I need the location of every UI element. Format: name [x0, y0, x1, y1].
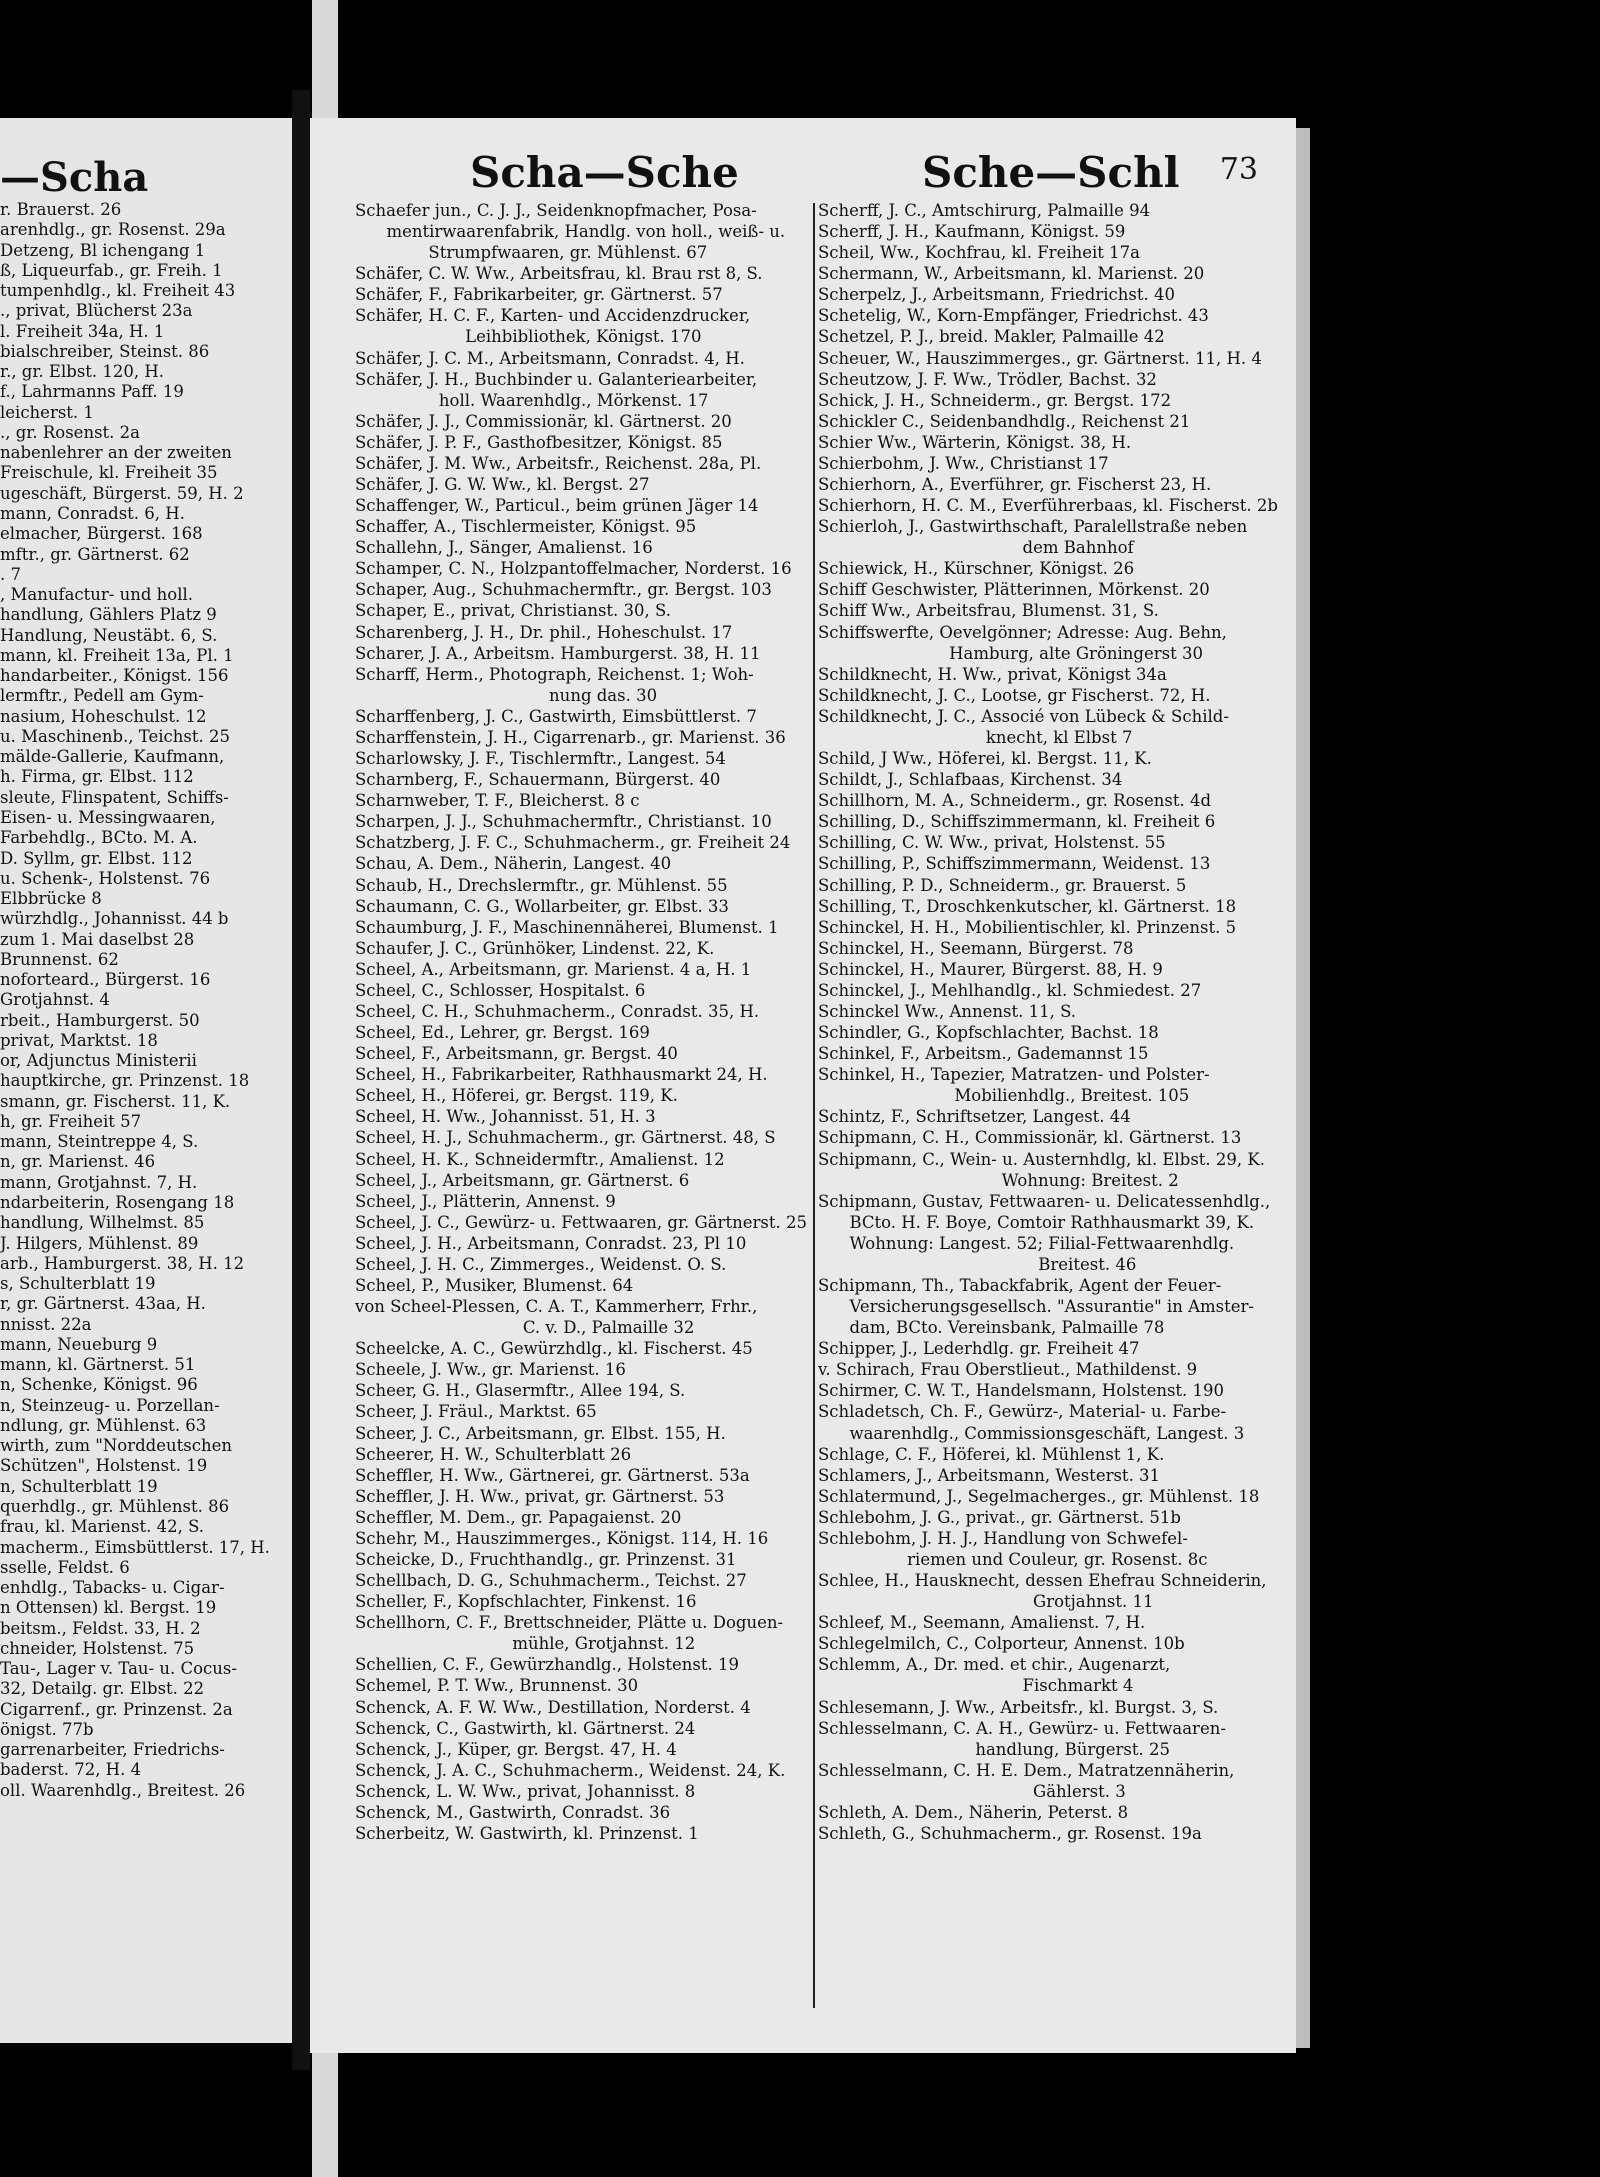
directory-entry: Scheffler, H. Ww., Gärtnerei, gr. Gärtnerst. 53a: [355, 1465, 750, 1485]
directory-entry: Schinckel, H., Maurer, Bürgerst. 88, H. 9: [818, 959, 1163, 979]
directory-entry: Wohnung: Langest. 52; Filial-Fettwaarenhdlg.: [818, 1233, 1235, 1253]
directory-entry: Scheele, J. Ww., gr. Marienst. 16: [355, 1360, 626, 1380]
directory-entry: Schintz, F., Schriftsetzer, Langest. 44: [818, 1107, 1131, 1127]
directory-entry: Schlesselmann, C. A. H., Gewürz- u. Fettwaaren-: [818, 1718, 1226, 1738]
left-fragment-line: mann, Conradst. 6, H.: [0, 503, 185, 523]
left-fragment-line: elmacher, Bürgerst. 168: [0, 524, 203, 544]
directory-entry: Schäfer, F., Fabrikarbeiter, gr. Gärtnerst. 57: [355, 285, 723, 305]
page-number: 73: [1219, 152, 1258, 187]
left-fragment-line: mann, Grotjahnst. 7, H.: [0, 1172, 198, 1192]
directory-entry: Schleth, A. Dem., Näherin, Peterst. 8: [818, 1802, 1129, 1822]
directory-entry: Scheel, H., Höferei, gr. Bergst. 119, K.: [355, 1086, 678, 1106]
directory-entry: Scheel, H., Fabrikarbeiter, Rathhausmarkt 24, H.: [355, 1065, 768, 1085]
left-fragment-line: . 7: [0, 564, 21, 584]
directory-entry: Strumpfwaaren, gr. Mühlenst. 67: [355, 243, 708, 263]
directory-entry: Scharpen, J. J., Schuhmachermftr., Christianst. 10: [355, 812, 772, 832]
directory-entry: Scheel, H. K., Schneidermftr., Amalienst. 12: [355, 1149, 725, 1169]
directory-entry: Schipper, J., Lederhdlg. gr. Freiheit 47: [818, 1339, 1140, 1359]
directory-entry: Schamper, C. N., Holzpantoffelmacher, Norderst. 16: [355, 559, 792, 579]
directory-entry: Schäfer, J. C. M., Arbeitsmann, Conradst. 4, H.: [355, 348, 745, 368]
directory-entry: Hamburg, alte Gröningerst 30: [818, 643, 1203, 663]
directory-entry: Scheel, H. J., Schuhmacherm., gr. Gärtnerst. 48, S: [355, 1128, 776, 1148]
left-fragment-line: 32, Detailg. gr. Elbst. 22: [0, 1679, 205, 1699]
directory-entry: Scheer, J. Fräul., Marktst. 65: [355, 1402, 597, 1422]
directory-column-right: [818, 200, 1278, 1844]
directory-entry: Schierhorn, A., Everführer, gr. Fischerst 23, H.: [818, 475, 1212, 495]
directory-entry: mühle, Grotjahnst. 12: [355, 1634, 696, 1654]
directory-entry: Scheel, J., Arbeitsmann, gr. Gärtnerst. 6: [355, 1170, 690, 1190]
left-fragment-line: r., gr. Elbst. 120, H.: [0, 362, 165, 382]
left-fragment-line: n, gr. Marienst. 46: [0, 1152, 156, 1172]
directory-entry: Schaper, Aug., Schuhmachermftr., gr. Bergst. 103: [355, 580, 772, 600]
directory-entry: Schellbach, D. G., Schuhmacherm., Teichst. 27: [355, 1571, 747, 1591]
directory-entry: Scheffler, J. H. Ww., privat, gr. Gärtnerst. 53: [355, 1486, 725, 1506]
header-right-range: Sche—Schl: [922, 148, 1180, 197]
directory-entry: Schetzel, P. J., breid. Makler, Palmaille 42: [818, 327, 1165, 347]
directory-entry: dem Bahnhof: [818, 538, 1134, 558]
left-fragment-line: ., privat, Blücherst 23a: [0, 301, 193, 321]
left-fragment-line: nabenlehrer an der zweiten: [0, 443, 232, 463]
left-fragment-line: Grotjahnst. 4: [0, 990, 110, 1010]
directory-entry: Schierloh, J., Gastwirthschaft, Paralellstraße neben: [818, 517, 1248, 537]
directory-entry: Scherff, J. C., Amtschirurg, Palmaille 94: [818, 201, 1151, 220]
directory-entry: Schinckel, J., Mehlhandlg., kl. Schmiedest. 27: [818, 980, 1202, 1000]
directory-entry: knecht, kl Elbst 7: [818, 727, 1133, 747]
directory-entry: Wohnung: Breitest. 2: [818, 1170, 1179, 1190]
directory-entry: Schlee, H., Hausknecht, dessen Ehefrau Schneiderin,: [818, 1571, 1267, 1591]
binding-tape-top: [312, 0, 338, 120]
left-fragment-line: chneider, Holstenst. 75: [0, 1638, 195, 1658]
left-fragment-line: würzhdlg., Johannisst. 44 b: [0, 909, 229, 929]
directory-entry: Schildt, J., Schlafbaas, Kirchenst. 34: [818, 770, 1123, 790]
directory-entry: Scharffenstein, J. H., Cigarrenarb., gr. Marienst. 36: [355, 727, 786, 747]
directory-entry: Schäfer, J. G. W. Ww., kl. Bergst. 27: [355, 475, 650, 495]
left-fragment-line: ugeschäft, Bürgerst. 59, H. 2: [0, 483, 244, 503]
left-fragment-line: mann, kl. Freiheit 13a, Pl. 1: [0, 645, 234, 665]
directory-entry: Schlesselmann, C. H. E. Dem., Matratzennäherin,: [818, 1760, 1235, 1780]
left-fragment-line: mann, kl. Gärtnerst. 51: [0, 1355, 196, 1375]
directory-entry: Schildknecht, J. C., Associé von Lübeck & Schild-: [818, 706, 1229, 726]
left-fragment-line: ß, Liqueurfab., gr. Freih. 1: [0, 260, 223, 280]
directory-entry: Scheerer, H. W., Schulterblatt 26: [355, 1444, 632, 1464]
directory-entry: Schlemm, A., Dr. med. et chir., Augenarzt,: [818, 1655, 1171, 1675]
left-fragment-line: mälde-Gallerie, Kaufmann,: [0, 747, 225, 767]
header-left-range: Scha—Sche: [470, 148, 739, 197]
left-page-header: —Scha: [0, 154, 149, 201]
directory-entry: Schäfer, H. C. F., Karten- und Accidenzdrucker,: [355, 306, 751, 326]
directory-entry: Schipmann, Gustav, Fettwaaren- u. Delicatessenhdlg.,: [818, 1191, 1271, 1211]
left-fragment-line: ndarbeiterin, Rosengang 18: [0, 1193, 235, 1213]
left-fragment-line: s, Schulterblatt 19: [0, 1274, 156, 1294]
directory-entry: Schenck, C., Gastwirth, kl. Gärtnerst. 24: [355, 1718, 696, 1738]
directory-entry: Schickler C., Seidenbandhdlg., Reichenst 21: [818, 411, 1191, 431]
directory-entry: Schaffenger, W., Particul., beim grünen Jäger 14: [355, 496, 759, 516]
left-fragment-line: Freischule, kl. Freiheit 35: [0, 463, 218, 483]
directory-entry: Scharnweber, T. F., Bleicherst. 8 c: [355, 791, 640, 811]
directory-entry: mentirwaarenfabrik, Handlg. von holl., weiß- u.: [355, 222, 786, 242]
directory-entry: Schladetsch, Ch. F., Gewürz-, Material- u. Farbe-: [818, 1402, 1227, 1422]
left-fragment-line: querhdlg., gr. Mühlenst. 86: [0, 1497, 230, 1516]
left-fragment-line: n, Schulterblatt 19: [0, 1476, 158, 1496]
directory-entry: Schinckel, H., Seemann, Bürgerst. 78: [818, 938, 1134, 958]
directory-entry: Scheller, F., Kopfschlachter, Finkenst. 16: [355, 1592, 697, 1612]
left-fragment-line: Farbehdlg., BCto. M. A.: [0, 828, 198, 848]
directory-entry: Schlage, C. F., Höferei, kl. Mühlenst 1, K.: [818, 1444, 1165, 1464]
directory-entry: Schaufer, J. C., Grünhöker, Lindenst. 22, K.: [355, 938, 715, 958]
directory-entry: Scharenberg, J. H., Dr. phil., Hoheschulst. 17: [355, 622, 733, 642]
left-fragment-line: zum 1. Mai daselbst 28: [0, 929, 195, 949]
directory-entry: Schilling, P., Schiffszimmermann, Weidenst. 13: [818, 854, 1211, 874]
directory-entry: Schilling, P. D., Schneiderm., gr. Brauerst. 5: [818, 875, 1187, 895]
directory-entry: Schäfer, J. J., Commissionär, kl. Gärtnerst. 20: [355, 411, 732, 431]
directory-entry: Scheer, J. C., Arbeitsmann, gr. Elbst. 155, H.: [355, 1423, 726, 1443]
left-fragment-line: noforteard., Bürgerst. 16: [0, 970, 211, 990]
directory-entry: Schipmann, C., Wein- u. Austernhdlg, kl. Elbst. 29, K.: [818, 1149, 1265, 1169]
left-fragment-line: Schützen", Holstenst. 19: [0, 1456, 208, 1476]
left-fragment-line: Elbbrücke 8: [0, 889, 102, 909]
directory-entry: Versicherungsgesellsch. "Assurantie" in Amster-: [818, 1297, 1254, 1317]
directory-entry: Mobilienhdlg., Breitest. 105: [818, 1086, 1190, 1106]
left-fragment-line: n Ottensen) kl. Bergst. 19: [0, 1598, 217, 1618]
directory-entry: Schilling, D., Schiffszimmermann, kl. Freiheit 6: [818, 812, 1216, 832]
directory-entry: Schellien, C. F., Gewürzhandlg., Holstenst. 19: [355, 1655, 739, 1675]
directory-entry: Schillhorn, M. A., Schneiderm., gr. Rosenst. 4d: [818, 791, 1212, 811]
directory-entry: Scharlowsky, J. F., Tischlermftr., Langest. 54: [355, 749, 726, 769]
left-fragment-line: nasium, Hoheschulst. 12: [0, 706, 207, 726]
left-fragment-line: nnisst. 22a: [0, 1314, 92, 1334]
directory-entry: Schäfer, C. W. Ww., Arbeitsfrau, kl. Brau rst 8, S.: [355, 264, 763, 284]
left-fragment-line: frau, kl. Marienst. 42, S.: [0, 1517, 205, 1537]
directory-entry: Schau, A. Dem., Näherin, Langest. 40: [355, 854, 672, 874]
directory-entry: Schenck, J. A. C., Schuhmacherm., Weidenst. 24, K.: [355, 1760, 786, 1780]
directory-entry: Schindler, G., Kopfschlachter, Bachst. 18: [818, 1023, 1159, 1043]
directory-entry: Schiffswerfte, Oevelgönner; Adresse: Aug. Behn,: [818, 622, 1227, 642]
left-fragment-line: f., Lahrmanns Paff. 19: [0, 382, 184, 402]
directory-entry: Scheel, F., Arbeitsmann, gr. Bergst. 40: [355, 1044, 678, 1064]
left-fragment-line: D. Syllm, gr. Elbst. 112: [0, 848, 193, 868]
directory-entry: Scherpelz, J., Arbeitsmann, Friedrichst. 40: [818, 285, 1175, 305]
directory-entry: Schäfer, J. H., Buchbinder u. Galanteriearbeiter,: [355, 369, 758, 389]
left-fragment-line: Brunnenst. 62: [0, 949, 119, 969]
left-fragment-line: hauptkirche, gr. Prinzenst. 18: [0, 1071, 250, 1091]
right-page: [310, 118, 1296, 2053]
directory-entry: Schlamers, J., Arbeitsmann, Westerst. 31: [818, 1465, 1161, 1485]
directory-entry: Scheel, A., Arbeitsmann, gr. Marienst. 4 a, H. 1: [355, 959, 752, 979]
directory-entry: Schipmann, Th., Tabackfabrik, Agent der Feuer-: [818, 1275, 1222, 1295]
directory-entry: Schilling, C. W. Ww., privat, Holstenst. 55: [818, 833, 1166, 853]
left-fragment-line: Detzeng, Bl ichengang 1: [0, 240, 206, 260]
directory-entry: Scharer, J. A., Arbeitsm. Hamburgerst. 38, H. 11: [355, 643, 761, 663]
directory-entry: dam, BCto. Vereinsbank, Palmaille 78: [818, 1318, 1165, 1338]
directory-entry: Scheuer, W., Hauszimmerges., gr. Gärtnerst. 11, H. 4: [818, 348, 1262, 368]
left-fragment-line: macherm., Eimsbüttlerst. 17, H.: [0, 1537, 270, 1557]
directory-entry: Scheel, J., Plätterin, Annenst. 9: [355, 1191, 616, 1211]
directory-entry: Schildknecht, J. C., Lootse, gr Fischerst. 72, H.: [818, 685, 1211, 705]
directory-entry: Schierbohm, J. Ww., Christianst 17: [818, 453, 1109, 473]
directory-entry: Scheel, Ed., Lehrer, gr. Bergst. 169: [355, 1023, 650, 1043]
directory-entry: Scharnberg, F., Schauermann, Bürgerst. 40: [355, 770, 721, 790]
directory-entry: Schick, J. H., Schneiderm., gr. Bergst. 172: [818, 390, 1172, 410]
directory-entry: Schinckel, H. H., Mobilientischler, kl. Prinzenst. 5: [818, 917, 1237, 937]
directory-entry: Schaffer, A., Tischlermeister, Königst. 95: [355, 517, 697, 537]
directory-entry: Schaumburg, J. F., Maschinennäherei, Blumenst. 1: [355, 917, 779, 937]
left-fragment-line: u. Schenk-, Holstenst. 76: [0, 868, 211, 888]
directory-entry: Schenck, M., Gastwirth, Conradst. 36: [355, 1802, 671, 1822]
left-fragment-line: mann, Neueburg 9: [0, 1334, 158, 1354]
directory-entry: Breitest. 46: [818, 1254, 1137, 1274]
directory-entry: Schlegelmilch, C., Colporteur, Annenst. 10b: [818, 1634, 1185, 1654]
left-fragment-line: handarbeiter., Königst. 156: [0, 666, 229, 686]
directory-entry: Gählerst. 3: [818, 1781, 1126, 1801]
left-fragment-line: privat, Marktst. 18: [0, 1030, 158, 1050]
left-fragment-line: n, Schenke, Königst. 96: [0, 1375, 198, 1395]
directory-entry: BCto. H. F. Boye, Comtoir Rathhausmarkt 39, K.: [818, 1212, 1255, 1232]
left-fragment-line: enhdlg., Tabacks- u. Cigar-: [0, 1578, 225, 1598]
page-edge-shadow: [1296, 128, 1310, 2048]
directory-entry: Schipmann, C. H., Commissionär, kl. Gärtnerst. 13: [818, 1128, 1242, 1148]
directory-entry: Schellhorn, C. F., Brettschneider, Plätte u. Doguen-: [355, 1613, 784, 1633]
directory-entry: Scherff, J. H., Kaufmann, Königst. 59: [818, 222, 1126, 242]
left-fragment-line: oll. Waarenhdlg., Breitest. 26: [0, 1780, 246, 1800]
left-fragment-line: bialschreiber, Steinst. 86: [0, 341, 210, 361]
left-fragment-line: mann, Steintreppe 4, S.: [0, 1132, 199, 1152]
left-fragment-line: r. Brauerst. 26: [0, 200, 122, 219]
directory-entry: C. v. D., Palmaille 32: [355, 1318, 695, 1338]
directory-entry: Schild, J Ww., Höferei, kl. Bergst. 11, K.: [818, 749, 1152, 769]
left-fragment-line: rbeit., Hamburgerst. 50: [0, 1010, 200, 1030]
directory-entry: von Scheel-Plessen, C. A. T., Kammerherr, Frhr.,: [355, 1297, 758, 1317]
left-fragment-line: ndlung, gr. Mühlenst. 63: [0, 1415, 207, 1435]
left-fragment-line: garrenarbeiter, Friedrichs-: [0, 1740, 225, 1760]
directory-entry: Leihbibliothek, Königst. 170: [355, 327, 702, 347]
directory-entry: Scheel, J. H., Arbeitsmann, Conradst. 23, Pl 10: [355, 1233, 747, 1253]
left-fragment-line: h. Firma, gr. Elbst. 112: [0, 767, 194, 787]
left-fragment-line: ., gr. Rosenst. 2a: [0, 422, 141, 442]
directory-entry: Scheel, C. H., Schuhmacherm., Conradst. 35, H.: [355, 1001, 760, 1021]
directory-entry: handlung, Bürgerst. 25: [818, 1739, 1171, 1759]
directory-entry: Schlatermund, J., Segelmacherges., gr. Mühlenst. 18: [818, 1486, 1260, 1506]
directory-entry: Schilling, T., Droschkenkutscher, kl. Gärtnerst. 18: [818, 896, 1237, 916]
directory-entry: holl. Waarenhdlg., Mörkenst. 17: [355, 390, 709, 410]
left-fragment-line: smann, gr. Fischerst. 11, K.: [0, 1091, 231, 1111]
directory-entry: Schiff Ww., Arbeitsfrau, Blumenst. 31, S.: [818, 601, 1159, 621]
directory-entry: Schemel, P. T. Ww., Brunnenst. 30: [355, 1676, 639, 1696]
left-fragment-line: tumpenhdlg., kl. Freiheit 43: [0, 281, 236, 301]
directory-entry: Scheel, H. Ww., Johannisst. 51, H. 3: [355, 1107, 656, 1127]
left-fragment-line: l. Freiheit 34a, H. 1: [0, 321, 165, 341]
left-fragment-line: Handlung, Neustäbt. 6, S.: [0, 625, 218, 645]
directory-entry: Schenck, A. F. W. Ww., Destillation, Norderst. 4: [355, 1697, 751, 1717]
directory-entry: Scheil, Ww., Kochfrau, kl. Freiheit 17a: [818, 243, 1140, 263]
left-fragment-line: n, Steinzeug- u. Porzellan-: [0, 1395, 220, 1415]
directory-entry: Schiff Geschwister, Plätterinnen, Mörkenst. 20: [818, 580, 1210, 600]
directory-entry: Schlesemann, J. Ww., Arbeitsfr., kl. Burgst. 3, S.: [818, 1697, 1219, 1717]
left-fragment-line: lermftr., Pedell am Gym-: [0, 686, 204, 706]
directory-entry: Schetelig, W., Korn-Empfänger, Friedrichst. 43: [818, 306, 1209, 326]
left-fragment-line: h, gr. Freiheit 57: [0, 1111, 142, 1131]
left-fragment-line: sleute, Flinspatent, Schiffs-: [0, 787, 229, 807]
directory-entry: v. Schirach, Frau Oberstlieut., Mathildenst. 9: [818, 1360, 1198, 1380]
directory-entry: Schaub, H., Drechslermftr., gr. Mühlenst. 55: [355, 875, 728, 895]
directory-entry: Schaumann, C. G., Wollarbeiter, gr. Elbst. 33: [355, 896, 729, 916]
directory-entry: Schier Ww., Wärterin, Königst. 38, H.: [818, 432, 1132, 452]
directory-entry: Schatzberg, J. F. C., Schuhmacherm., gr. Freiheit 24: [355, 833, 791, 853]
directory-entry: Schehr, M., Hauszimmerges., Königst. 114, H. 16: [355, 1528, 769, 1548]
left-fragment-line: mftr., gr. Gärtnerst. 62: [0, 544, 190, 564]
directory-entry: Schirmer, C. W. T., Handelsmann, Holstenst. 190: [818, 1381, 1225, 1401]
directory-entry: Schermann, W., Arbeitsmann, kl. Marienst. 20: [818, 264, 1205, 284]
directory-entry: Schaper, E., privat, Christianst. 30, S.: [355, 601, 671, 621]
directory-entry: Fischmarkt 4: [818, 1676, 1134, 1696]
column-divider: [813, 203, 815, 2008]
left-fragment-line: arenhdlg., gr. Rosenst. 29a: [0, 220, 226, 240]
left-fragment-line: beitsm., Feldst. 33, H. 2: [0, 1618, 201, 1638]
left-fragment-line: or, Adjunctus Ministerii: [0, 1051, 197, 1071]
directory-entry: Scharff, Herm., Photograph, Reichenst. 1; Woh-: [355, 664, 754, 684]
directory-entry: Schenck, J., Küper, gr. Bergst. 47, H. 4: [355, 1739, 677, 1759]
left-fragment-line: Cigarrenf., gr. Prinzenst. 2a: [0, 1699, 233, 1719]
left-fragment-line: u. Maschinenb., Teichst. 25: [0, 726, 230, 746]
left-fragment-line: handlung, Gählers Platz 9: [0, 605, 217, 625]
left-fragment-line: leicherst. 1: [0, 402, 94, 422]
directory-entry: Schinkel, F., Arbeitsm., Gademannst 15: [818, 1044, 1149, 1064]
directory-entry: Schinkel, H., Tapezier, Matratzen- und Polster-: [818, 1065, 1210, 1085]
directory-entry: Scharffenberg, J. C., Gastwirth, Eimsbüttlerst. 7: [355, 706, 757, 726]
left-page-column: [0, 200, 292, 1801]
left-fragment-line: handlung, Wilhelmst. 85: [0, 1213, 205, 1233]
directory-entry: Scheel, C., Schlosser, Hospitalst. 6: [355, 980, 646, 1000]
directory-entry: Schaefer jun., C. J. J., Seidenknopfmacher, Posa-: [355, 201, 757, 220]
left-fragment-line: r, gr. Gärtnerst. 43aa, H.: [0, 1294, 206, 1314]
directory-entry: Schildknecht, H. Ww., privat, Königst 34a: [818, 664, 1167, 684]
directory-entry: Schlebohm, J. H. J., Handlung von Schwefel-: [818, 1528, 1188, 1548]
directory-entry: riemen und Couleur, gr. Rosenst. 8c: [818, 1550, 1208, 1569]
directory-entry: Scheelcke, A. C., Gewürzhdlg., kl. Fischerst. 45: [355, 1339, 753, 1359]
directory-entry: Scherbeitz, W. Gastwirth, kl. Prinzenst. 1: [355, 1824, 699, 1844]
left-fragment-line: arb., Hamburgerst. 38, H. 12: [0, 1253, 245, 1273]
left-fragment-line: wirth, zum "Norddeutschen: [0, 1436, 232, 1456]
directory-entry: Schenck, L. W. Ww., privat, Johannisst. 8: [355, 1781, 696, 1801]
directory-entry: Scheer, G. H., Glasermftr., Allee 194, S.: [355, 1381, 686, 1401]
directory-entry: Scheicke, D., Fruchthandlg., gr. Prinzenst. 31: [355, 1550, 737, 1569]
left-fragment-line: sselle, Feldst. 6: [0, 1557, 130, 1577]
directory-entry: Schierhorn, H. C. M., Everführerbaas, kl. Fischerst. 2b: [818, 496, 1278, 516]
directory-entry: Scheutzow, J. F. Ww., Trödler, Bachst. 32: [818, 369, 1157, 389]
directory-entry: Scheel, J. C., Gewürz- u. Fettwaaren, gr. Gärtnerst. 25: [355, 1212, 807, 1232]
directory-entry: Schäfer, J. P. F., Gasthofbesitzer, Königst. 85: [355, 432, 723, 452]
directory-entry: Scheel, J. H. C., Zimmerges., Weidenst. O. S.: [355, 1254, 727, 1274]
directory-entry: Schinckel Ww., Annenst. 11, S.: [818, 1001, 1077, 1021]
left-page-fragment: [0, 118, 292, 2043]
directory-entry: Schäfer, J. M. Ww., Arbeitsfr., Reichenst. 28a, Pl.: [355, 453, 762, 473]
directory-entry: Scheffler, M. Dem., gr. Papagaienst. 20: [355, 1507, 682, 1527]
left-fragment-line: baderst. 72, H. 4: [0, 1760, 142, 1780]
left-fragment-line: Tau-, Lager v. Tau- u. Cocus-: [0, 1659, 237, 1679]
binding-tape-bottom: [312, 2040, 338, 2177]
directory-entry: Schallehn, J., Sänger, Amalienst. 16: [355, 538, 653, 558]
directory-entry: Schleef, M., Seemann, Amalienst. 7, H.: [818, 1613, 1146, 1633]
directory-column-left: [355, 200, 810, 1844]
directory-entry: nung das. 30: [355, 685, 658, 705]
left-fragment-line: Eisen- u. Messingwaaren,: [0, 807, 216, 827]
directory-entry: Schleth, G., Schuhmacherm., gr. Rosenst. 19a: [818, 1824, 1202, 1844]
directory-entry: Schlebohm, J. G., privat., gr. Gärtnerst. 51b: [818, 1507, 1181, 1527]
left-fragment-line: J. Hilgers, Mühlenst. 89: [0, 1233, 199, 1253]
left-fragment-line: önigst. 77b: [0, 1719, 94, 1739]
directory-entry: Schiewick, H., Kürschner, Königst. 26: [818, 559, 1135, 579]
directory-entry: waarenhdlg., Commissionsgeschäft, Langest. 3: [818, 1423, 1245, 1443]
left-fragment-line: , Manufactur- und holl.: [0, 585, 194, 605]
directory-entry: Grotjahnst. 11: [818, 1592, 1154, 1612]
book-gutter: [292, 90, 310, 2070]
directory-entry: Scheel, P., Musiker, Blumenst. 64: [355, 1275, 634, 1295]
